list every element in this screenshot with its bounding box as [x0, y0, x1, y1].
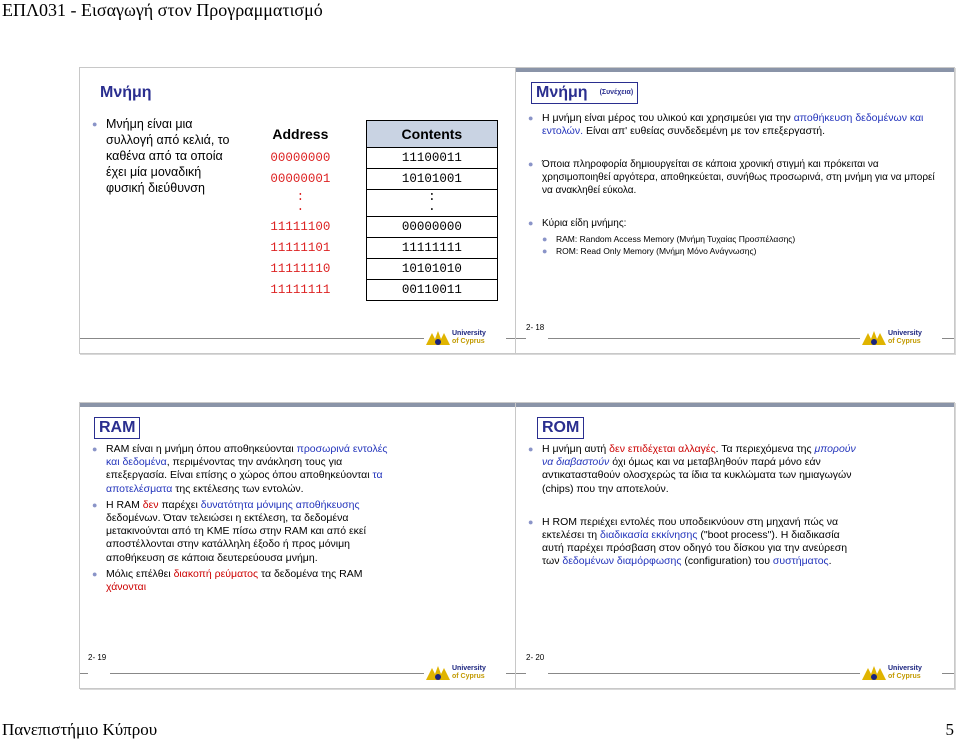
page-header: ΕΠΛ031 - Εισαγωγή στον Προγραμματισμό: [2, 0, 323, 20]
logo-emblem-icon: [424, 329, 452, 347]
bullet: [92, 499, 402, 565]
contents-cell: 00000000: [366, 217, 497, 238]
slide-number: 2- 19: [88, 653, 110, 680]
bullet-highlight: διαδικασία εκκίνησης: [600, 529, 698, 542]
table-row: [235, 217, 498, 238]
contents-cell: 10101010: [366, 259, 497, 280]
slide-memory-cont: [515, 67, 955, 354]
bullet: [528, 158, 938, 197]
bullet-highlight: διακοπή ρεύματος: [173, 567, 259, 580]
slide-top-bar: [516, 403, 954, 407]
bullet: ● Μνήμη είναι μια συλλογή από κελιά, το καθένα από τα οποία έχει μία μοναδική φυσική διεύθυνση: [92, 116, 232, 196]
slide-subtitle: (Συνέχεια): [599, 89, 634, 97]
bullet: [528, 443, 858, 496]
page-footer-institution: Πανεπιστήμιο Κύπρου: [2, 720, 158, 739]
bullet-highlight: χάνονται: [106, 581, 147, 594]
bullet-text: RAM είναι η μνήμη όπου αποθηκεύονται: [106, 443, 297, 455]
bullet-highlight: προσωρινά εντολές και δεδομένα: [106, 443, 388, 469]
slide-ram: [79, 402, 519, 689]
bullet-highlight: αποθήκευση δεδομένων και εντολών.: [542, 112, 924, 137]
address-cell: 11111101: [270, 241, 331, 255]
slide-footer: [516, 329, 954, 347]
logo-line2: of Cyprus: [452, 673, 485, 680]
logo-line1: University: [452, 665, 486, 672]
logo-line2: of Cyprus: [452, 338, 485, 345]
bullet-text: της εκτέλεσης των εντολών.: [172, 482, 304, 495]
table-row: [235, 280, 498, 301]
bullet-text: Η μνήμη είναι μέρος του υλικού και χρησιμεύει για την: [542, 112, 791, 124]
address-cell: :: [296, 189, 305, 204]
slide-title: [537, 417, 584, 439]
bullet-highlight: δεν: [142, 498, 159, 511]
university-logo: [860, 329, 942, 347]
slide-title: [94, 417, 140, 439]
bullet-text: Όποια πληροφορία δημιουργείται σε κάποια χρονική στιγμή και πρόκειται να χρησιμοποιηθεί αργότερα, αποθηκεύεται, συνήθως προσωρινά, στη μνήμη για να μπορεί να ανακληθεί εύκολα.: [542, 159, 935, 196]
slide-number: 2- 18: [526, 323, 548, 354]
slide-title: [531, 82, 638, 104]
bullet-text: .: [828, 555, 832, 568]
logo-line2: of Cyprus: [888, 338, 921, 345]
bullet: [92, 443, 402, 496]
contents-cell: 11111111: [366, 238, 497, 259]
logo-line1: University: [888, 330, 922, 337]
contents-cell: :: [366, 190, 497, 205]
address-cell: 11111110: [270, 262, 331, 276]
bullet-text: Η RAM: [106, 498, 143, 511]
memory-table: [235, 120, 498, 301]
bullet-highlight: δυνατότητα μόνιμης αποθήκευσης: [200, 498, 360, 511]
bullet-text: δεδομένων. Όταν τελειώσει η εκτέλεση, τα δεδομένα μετακινούνται από τη ΚΜΕ πίσω στην RAM και από εκεί αποστέλλονται στην κατάλληλη έξοδο ή προς μόνιμη αποθήκευση σε κάποια δευτερεύουσα μνήμη.: [106, 512, 366, 564]
university-logo: [860, 664, 942, 682]
bullet-highlight: δεδομένων διαμόρφωσης: [562, 555, 682, 568]
bullet: [528, 217, 938, 257]
table-header-contents: Contents: [366, 121, 497, 148]
university-logo: [424, 664, 506, 682]
address-cell: 00000001: [270, 172, 331, 186]
slide-title-text: RAM: [99, 419, 136, 436]
slide-title-text: Μνήμη: [536, 84, 588, 101]
address-cell: 11111100: [270, 220, 331, 234]
slide-number: 2- 20: [526, 653, 548, 680]
bullet-highlight: μπορούν να διαβαστούν: [542, 443, 856, 469]
table-row: [235, 259, 498, 280]
table-row: [235, 238, 498, 259]
contents-cell: 00110011: [366, 280, 497, 301]
address-cell: 11111111: [270, 283, 331, 297]
sub-bullet: ● RAM: Random Access Memory (Μνήμη Τυχαίας Προσπέλασης): [542, 233, 938, 245]
logo-emblem-icon: [424, 664, 452, 682]
address-cell: .: [296, 200, 305, 214]
slide-top-bar: [80, 403, 518, 407]
bullet: [528, 112, 938, 138]
slide-top-bar: [516, 68, 954, 72]
table-row: [235, 204, 498, 217]
slide-footer: [80, 329, 518, 347]
bullet-text: Η ROM περιέχει εντολές που υποδεικνύουν στη μηχανή πώς να εκτελέσει τη: [542, 515, 839, 542]
bullet-highlight: τα αποτελέσματα: [106, 469, 383, 495]
bullet-text: . Τα περιεχόμενα της: [715, 443, 815, 455]
logo-line1: University: [888, 665, 922, 672]
bullet-text: ("boot process"). Η διαδικασία αυτή παρέχει πρόσβαση στον οδηγό του δίσκου για την ανεύρεση των: [542, 529, 848, 568]
bullet-text: τα δεδομένα της RAM: [258, 567, 363, 580]
slide-footer: [516, 664, 954, 682]
contents-cell: .: [366, 204, 497, 217]
logo-emblem-icon: [860, 664, 888, 682]
slide-memory: [79, 67, 519, 354]
table-row: [235, 169, 498, 190]
logo-line2: of Cyprus: [888, 673, 921, 680]
logo-emblem-icon: [860, 329, 888, 347]
bullet: [528, 516, 858, 569]
bullet-text: Είναι απ' ευθείας συνδεδεμένη με τον επεξεργαστή.: [583, 125, 825, 137]
slide-footer: [80, 664, 518, 682]
bullet-text: παρέχει: [158, 498, 201, 511]
address-cell: 00000000: [270, 151, 331, 165]
bullet-text: Η μνήμη αυτή: [542, 443, 610, 455]
bullet-text: όχι όμως και να μεταβληθούν παρά μόνο εάν αντικατασταθούν ολοσχερώς τα ίδια τα κυκλώματα των ημιαγωγών (chips) που την αποτελούν.: [542, 456, 852, 495]
contents-cell: 11100011: [366, 148, 497, 169]
slide-title-text: ROM: [542, 419, 580, 436]
bullet: [92, 568, 402, 594]
bullet-text: Μόλις επέλθει: [106, 567, 174, 580]
bullet-highlight: δεν επιδέχεται αλλαγές: [609, 443, 716, 455]
contents-cell: 10101001: [366, 169, 497, 190]
table-header-address: Address: [272, 126, 329, 142]
bullet-text: , περιμένοντας την ανάκληση τους για επεξεργασία. Είναι επίσης ο χώρος όπου αποθηκεύονται: [106, 456, 373, 482]
sub-bullet: ● ROM: Read Only Memory (Μνήμη Μόνο Ανάγνωσης): [542, 245, 938, 257]
logo-line1: University: [452, 330, 486, 337]
slide-rom: [515, 402, 955, 689]
bullet-text: Κύρια είδη μνήμης:: [542, 218, 627, 229]
table-row: [235, 148, 498, 169]
university-logo: [424, 329, 506, 347]
slide-title: Μνήμη: [100, 84, 152, 101]
bullet-text: (configuration) του: [681, 555, 773, 568]
table-row: [235, 190, 498, 205]
page-number: 5: [945, 720, 954, 739]
bullet-highlight: συστήματος: [772, 555, 829, 568]
